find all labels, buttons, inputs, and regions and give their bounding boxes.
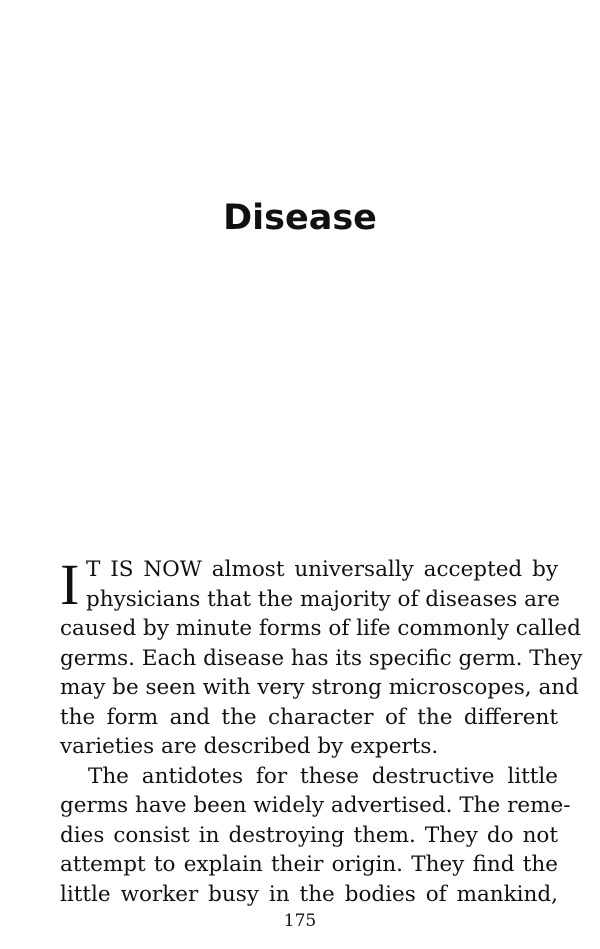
- dropcap-indented-lines: [60, 552, 560, 617]
- chapter-title: Disease: [223, 198, 377, 238]
- paragraph-line: attempt to explain their origin. They find the: [60, 852, 558, 877]
- paragraph-line: germs. Each disease has its specific germ. They: [60, 645, 583, 671]
- drop-cap: I: [60, 552, 80, 617]
- paragraph-line: varieties are described by experts.: [60, 734, 439, 759]
- paragraph-1: [60, 552, 583, 762]
- paragraph-line: The antidotes for these destructive little: [88, 763, 558, 789]
- paragraph-line: caused by minute forms of life commonly called: [60, 616, 581, 641]
- line-text: almost universally accepted by: [201, 557, 558, 582]
- page-number: 175: [283, 911, 317, 931]
- opening-words: T IS NOW: [86, 557, 202, 582]
- paragraph-line: [86, 555, 558, 585]
- paragraph-line: may be seen with very strong microscopes, and: [60, 675, 579, 700]
- paragraph-line: germs have been widely advertised. The reme-: [60, 793, 571, 818]
- body-text: [60, 552, 583, 909]
- paragraph-line: physicians that the majority of diseases are: [86, 586, 560, 612]
- paragraph-2: [60, 762, 571, 910]
- paragraph-line: dies consist in destroying them. They do not: [60, 822, 558, 848]
- paragraph-line: little worker busy in the bodies of mankind,: [60, 881, 558, 907]
- paragraph-line: the form and the character of the different: [60, 704, 558, 730]
